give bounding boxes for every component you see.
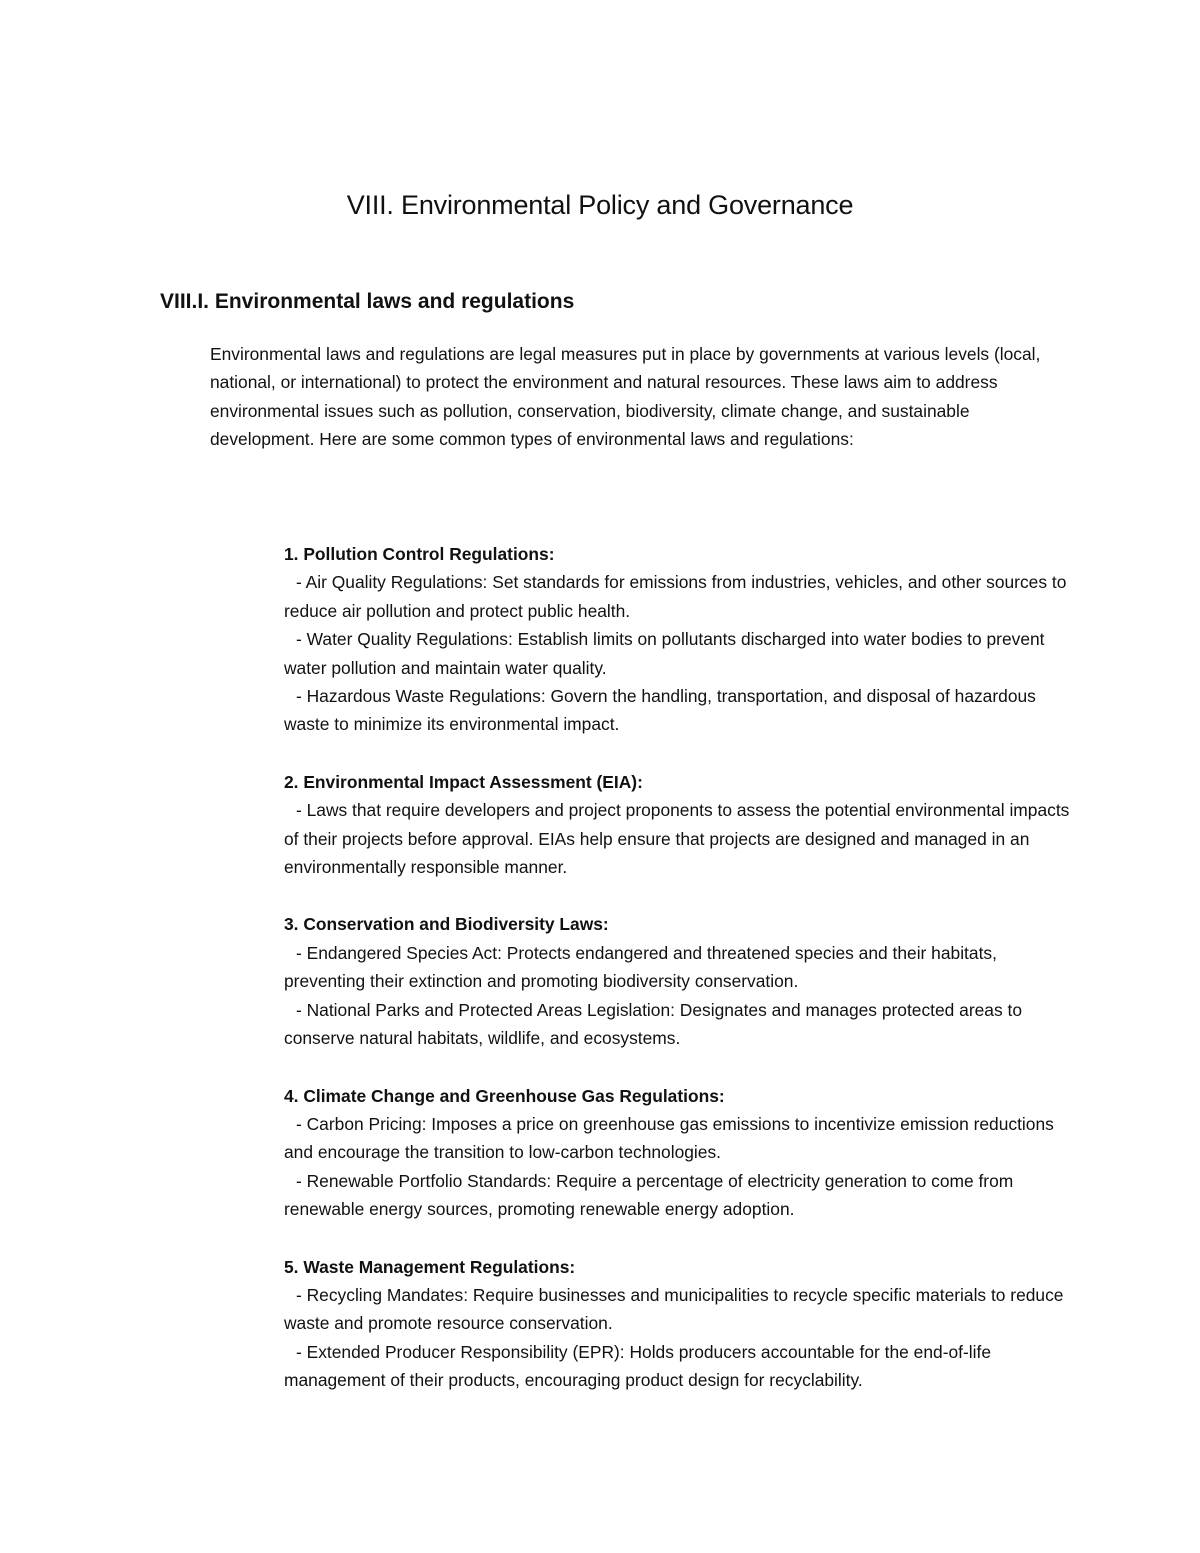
list-item-point: - Laws that require developers and project proponents to assess the potential environmental impacts of their projects before approval. EIAs help ensure that projects are designed and managed in an environmentally responsible manner. — [284, 800, 1070, 878]
list-item-point: - Carbon Pricing: Imposes a price on greenhouse gas emissions to incentivize emission reductions and encourage the transition to low-carbon technologies. — [284, 1113, 1054, 1163]
list-item-heading: 5. Waste Management Regulations: — [284, 1256, 576, 1277]
list-item — [284, 540, 1074, 739]
list-item-point: - Water Quality Regulations: Establish limits on pollutants discharged into water bodies to prevent water pollution and maintain water quality. — [284, 629, 1045, 678]
list-item — [284, 1253, 1074, 1395]
section-title: VIII.I. Environmental laws and regulations — [160, 290, 575, 313]
list-item-point: - National Parks and Protected Areas Legislation: Designates and manages protected areas to conserve natural habitats, wildlife, and ecosystems. — [284, 999, 1023, 1049]
list-item-point: - Extended Producer Responsibility (EPR): Holds producers accountable for the end-of-life management of their products, encouraging product design for recyclability. — [284, 1341, 992, 1391]
list-item-heading: 1. Pollution Control Regulations: — [284, 544, 555, 564]
list-item — [284, 768, 1074, 882]
intro-paragraph: Environmental laws and regulations are legal measures put in place by governments at various levels (local, national, or international) to protect the environment and natural resources. These laws aim to address environmental issues such as pollution, conservation, biodiversity, climate change, and sustainable development. Here are some common types of environmental laws and regulations: — [210, 344, 1041, 450]
list-item-heading: 4. Climate Change and Greenhouse Gas Regulations: — [284, 1085, 725, 1106]
regulations-list — [284, 540, 1074, 1424]
list-item-point: - Air Quality Regulations: Set standards for emissions from industries, vehicles, and other sources to reduce air pollution and protect public health. — [284, 572, 1067, 621]
list-item-point: - Hazardous Waste Regulations: Govern the handling, transportation, and disposal of hazardous waste to minimize its environmental impact. — [284, 686, 1036, 735]
page-title: VIII. Environmental Policy and Governance — [346, 190, 854, 220]
list-item — [284, 1082, 1074, 1224]
list-item-heading: 2. Environmental Impact Assessment (EIA): — [284, 771, 643, 792]
list-item — [284, 910, 1074, 1052]
list-item-point: - Renewable Portfolio Standards: Require a percentage of electricity generation to come from renewable energy sources, promoting renewable energy adoption. — [284, 1170, 1014, 1220]
list-item-point: - Recycling Mandates: Require businesses and municipalities to recycle specific materials to reduce waste and promote resource conservation. — [284, 1284, 1064, 1334]
list-item-heading: 3. Conservation and Biodiversity Laws: — [284, 914, 609, 935]
list-item-point: - Endangered Species Act: Protects endangered and threatened species and their habitats, preventing their extinction and promoting biodiversity conservation. — [284, 942, 997, 992]
